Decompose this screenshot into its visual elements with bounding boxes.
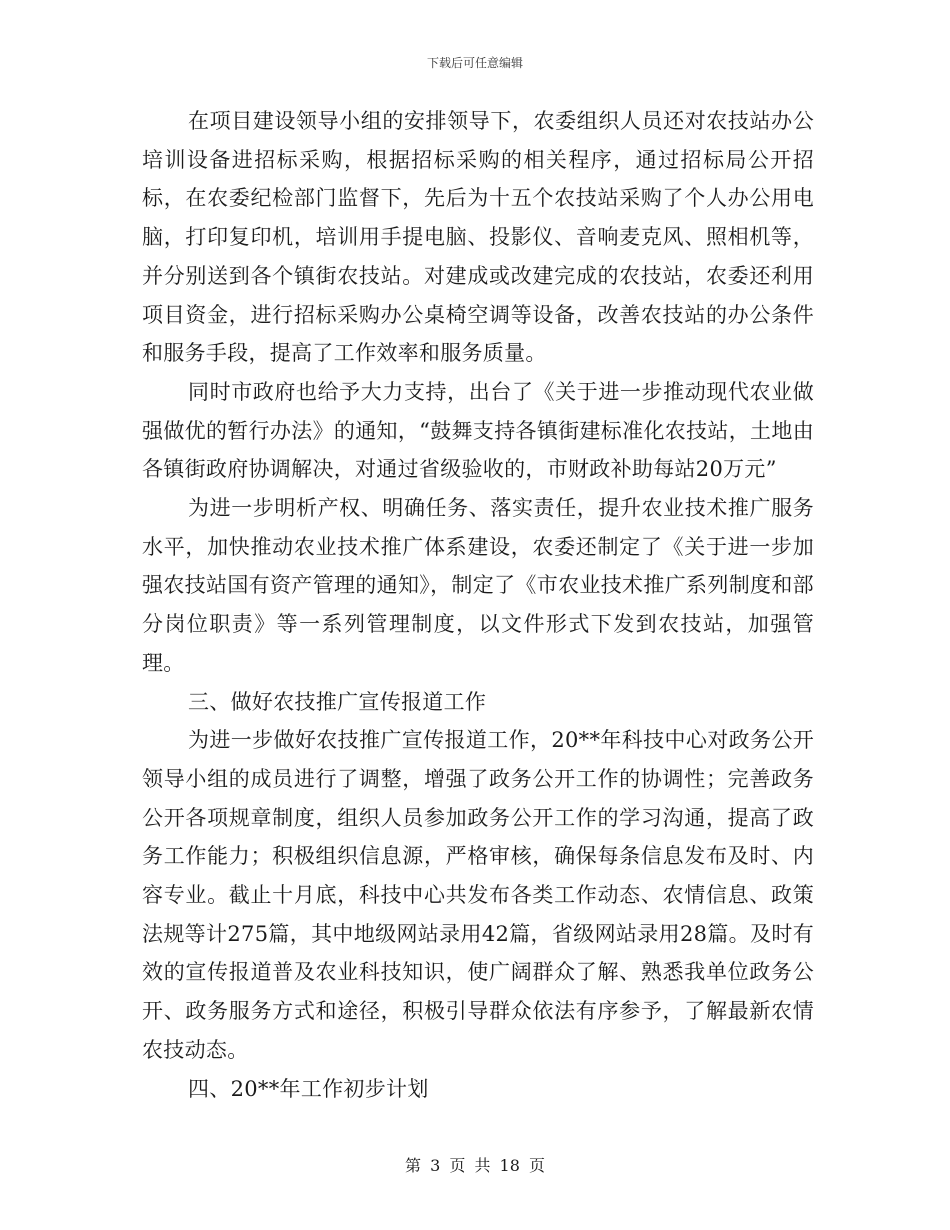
paragraph-management-system: 为进一步明析产权、明确任务、落实责任，提升农业技术推广服务水平，加快推动农业技术推广体系建设，农委还制定了《关于进一步加强农技站国有资产管理的通知》，制定了《市农业技术推广系列制度和部分岗位职责》等一系列管理制度，以文件形式下发到农技站，加强管理。 — [142, 496, 814, 675]
paragraph-equipment-procurement: 在项目建设领导小组的安排领导下，农委组织人员还对农技站办公培训设备进招标采购，根据招标采购的相关程序，通过招标局公开招标，在农委纪检部门监督下，先后为十五个农技站采购了个人办公用电脑，打印复印机，培训用手提电脑、投影仪、音响麦克风、照相机等，并分别送到各个镇街农技站。对建成或改建完成的农技站，农委还利用项目资金，进行招标采购办公桌椅空调等设备，改善农技站的办公条件和服务手段，提高了工作效率和服务质量。 — [142, 109, 814, 366]
page-number-footer: 第 3 页 共 18 页 — [405, 1156, 545, 1175]
section-heading-work-plan: 四、20**年工作初步计划 — [188, 1076, 429, 1101]
section-heading-publicity: 三、做好农技推广宣传报道工作 — [188, 689, 487, 714]
document-body — [142, 102, 814, 1108]
paragraph-government-support: 同时市政府也给予大力支持，出台了《关于进一步推动现代农业做强做优的暂行办法》的通知，“鼓舞支持各镇街建标准化农技站，土地由各镇街政府协调解决，对通过省级验收的，市财政补助每站20万元” — [142, 379, 814, 482]
paragraph-publicity-work: 为进一步做好农技推广宣传报道工作，20**年科技中心对政务公开领导小组的成员进行了调整，增强了政务公开工作的协调性；完善政务公开各项规章制度，组织人员参加政务公开工作的学习沟通，提高了政务工作能力；积极组织信息源，严格审核，确保每条信息发布及时、内容专业。截止十月底，科技中心共发布各类工作动态、农情信息、政策法规等计275篇，其中地级网站录用42篇，省级网站录用28篇。及时有效的宣传报道普及农业科技知识，使广阔群众了解、熟悉我单位政务公开、政务服务方式和途径，积极引导群众依法有序参予，了解最新农情农技动态。 — [142, 728, 814, 1062]
page-header: 下载后可任意编辑 — [426, 56, 523, 70]
